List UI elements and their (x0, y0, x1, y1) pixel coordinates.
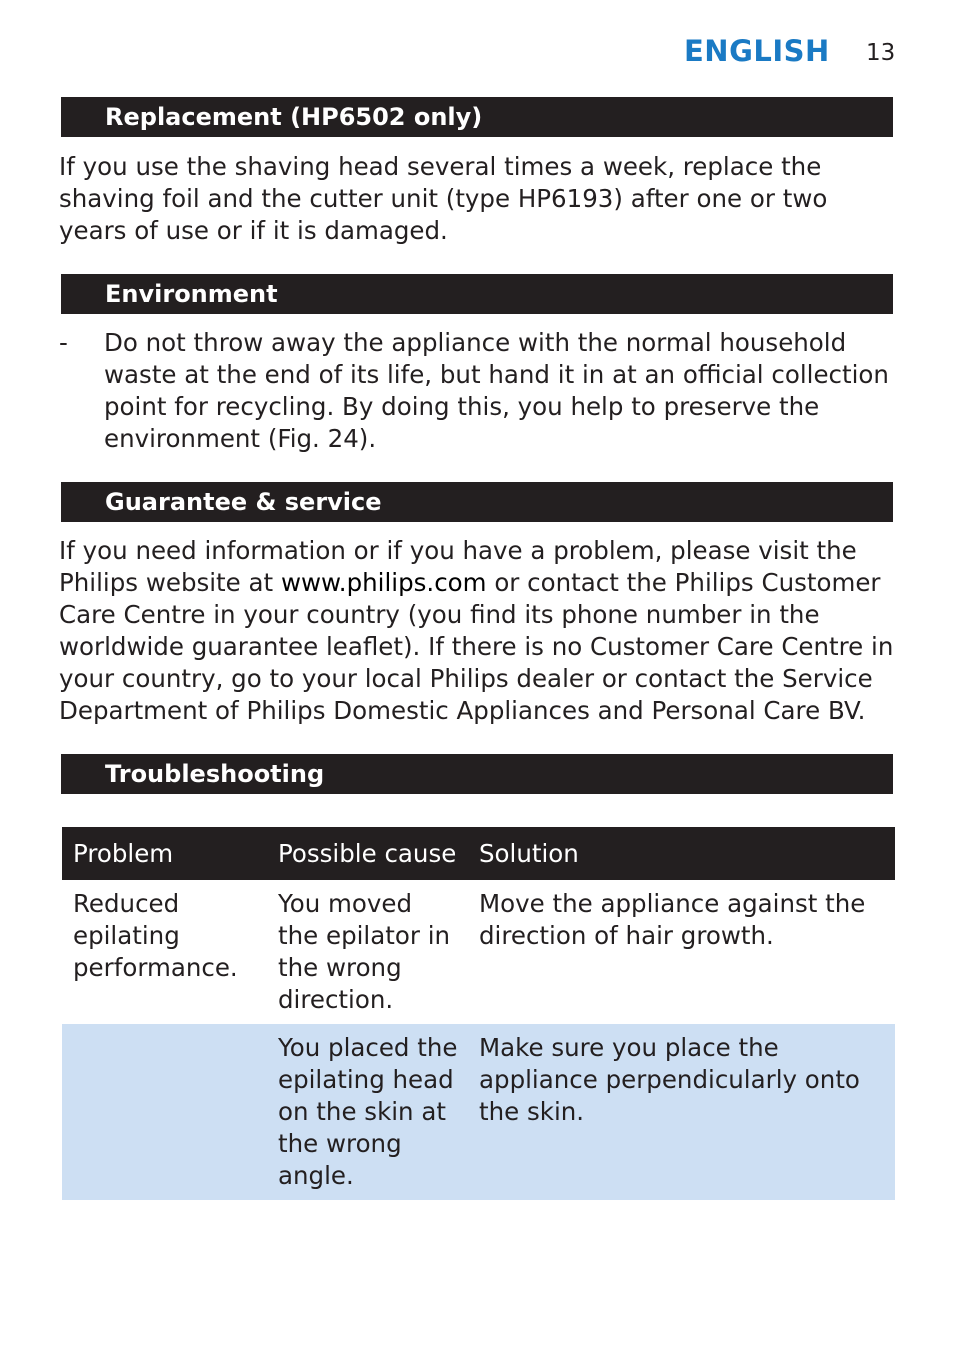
environment-bullet-line2: environment (Fig. 24). (104, 424, 377, 453)
section-title-environment: Environment (61, 274, 893, 314)
philips-website-link[interactable]: www.philips.com (280, 568, 487, 597)
environment-bullet-line1: Do not throw away the appliance with the normal household waste at the end of its life, but hand it in at an official collection point for recycling. By doing this, you help to preserve the (104, 328, 889, 421)
cell-cause: You moved the epilator in the wrong direction. (278, 889, 451, 1014)
header-problem: Problem (62, 827, 267, 880)
replacement-paragraph: If you use the shaving head several times a week, replace the shaving foil and the cutter unit (type HP6193) after one or two years of use or if it is damaged. (59, 152, 828, 245)
table-row (62, 880, 895, 1024)
language-label: ENGLISH (684, 34, 830, 68)
troubleshooting-table (62, 827, 895, 1200)
cell-problem (62, 1024, 267, 1200)
page-number: 13 (866, 40, 896, 66)
guarantee-paragraph (59, 535, 895, 727)
section-title-replacement: Replacement (HP6502 only) (61, 97, 893, 137)
section-title-troubleshooting: Troubleshooting (61, 754, 893, 794)
cell-problem: Reduced epilating performance. (73, 889, 238, 982)
section-title-guarantee: Guarantee & service (61, 482, 893, 522)
header-possible-cause: Possible cause (267, 827, 468, 880)
cell-solution: Move the appliance against the direction of hair growth. (479, 889, 866, 950)
environment-bullet-text (104, 327, 894, 455)
guarantee-text-end: or contact the Philips Customer Care Centre in your country (you find its phone number in the worldwide guarantee leaflet). If there is no Customer Care Centre in your country, go to your local Philips dealer or contact the Service Department of Philips Domestic Appliances and Personal Care BV. (59, 568, 894, 725)
table-row (62, 1024, 895, 1200)
table-header-row (62, 827, 895, 880)
guarantee-text-start: If you need information or if you have a problem, please visit the Philips website at (59, 536, 857, 597)
header-solution: Solution (468, 827, 895, 880)
cell-solution: Make sure you place the appliance perpendicularly onto the skin. (468, 1024, 895, 1200)
bullet-dash: - (59, 328, 68, 357)
cell-cause: You placed the epilating head on the skin at the wrong angle. (267, 1024, 468, 1200)
